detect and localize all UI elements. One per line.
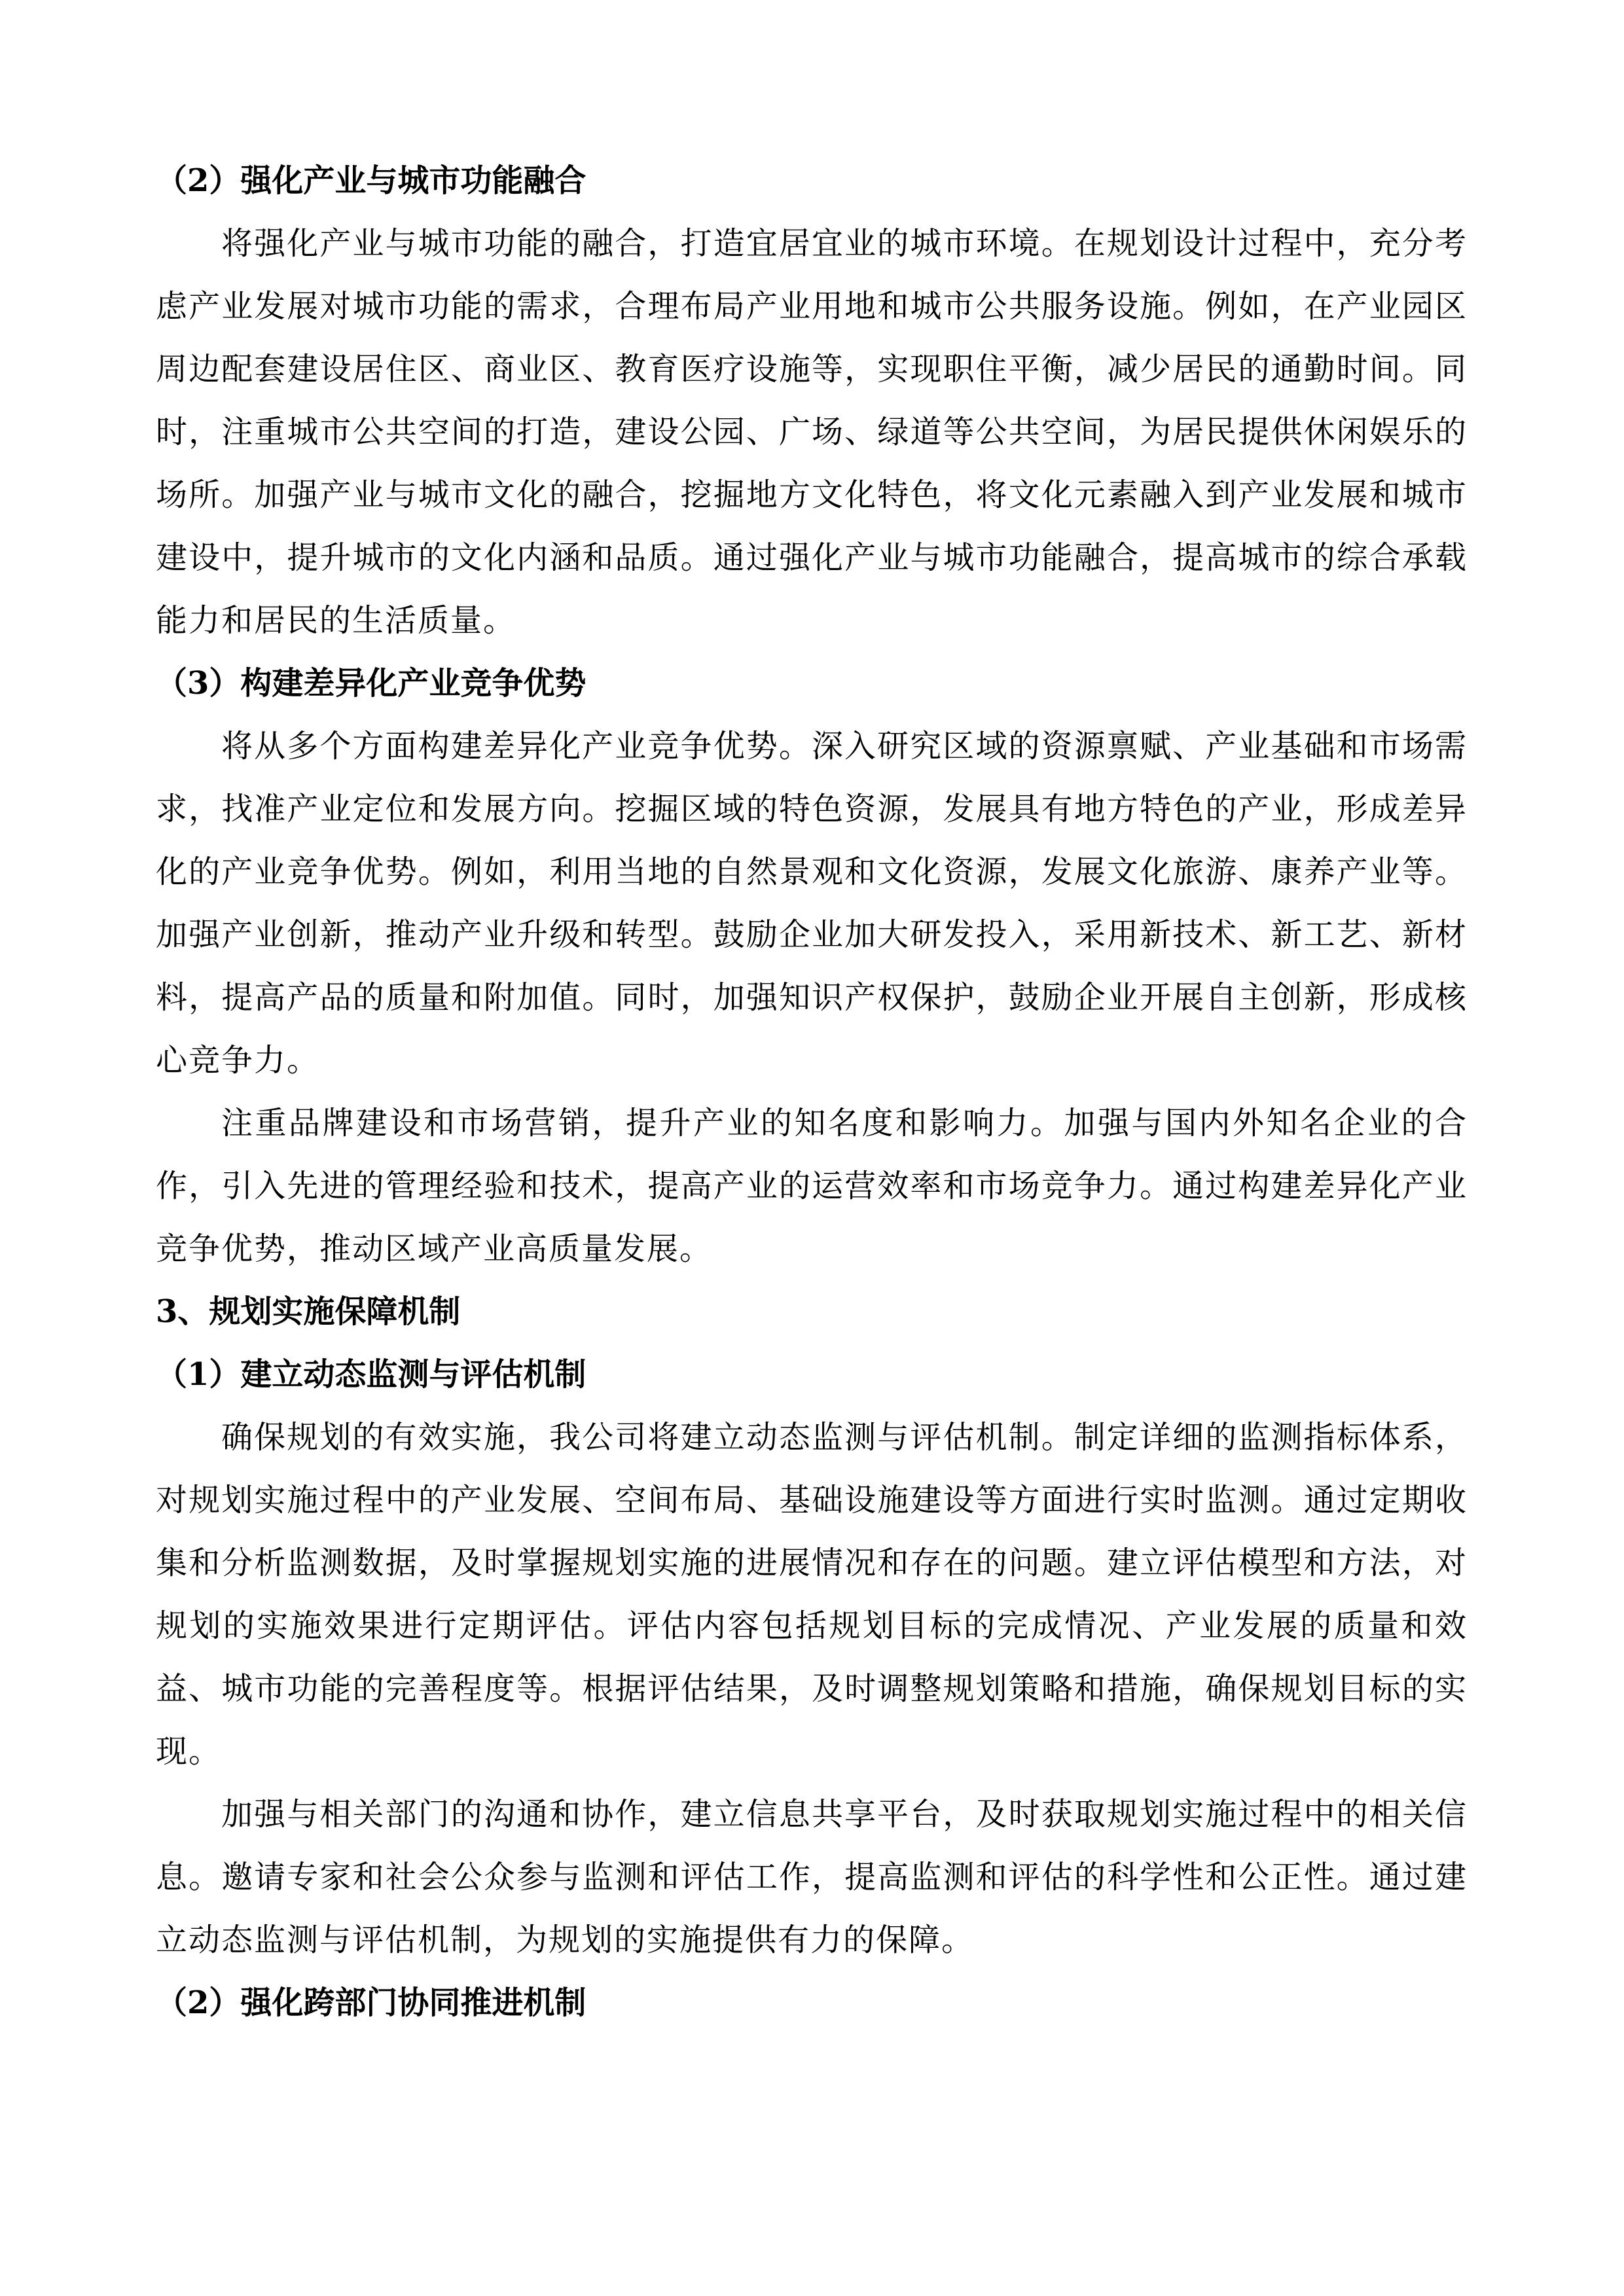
section-heading-dynamic-monitoring: （1）建立动态监测与评估机制 (156, 1356, 586, 1393)
paragraph-brand-building: 注重品牌建设和市场营销，提升产业的知名度和影响力。加强与国内外知名企业的合作，引入先进的管理经验和技术，提高产业的运营效率和市场竞争力。通过构建差异化产业竞争优势，推动区域产业高质量发展。 (156, 1105, 1468, 1267)
section-heading-implementation-guarantee: 3、规划实施保障机制 (156, 1293, 461, 1330)
document-page (156, 149, 1468, 2034)
paragraph-differentiated-advantage: 将从多个方面构建差异化产业竞争优势。深入研究区域的资源禀赋、产业基础和市场需求，找准产业定位和发展方向。挖掘区域的特色资源，发展具有地方特色的产业，形成差异化的产业竞争优势。例如，利用当地的自然景观和文化资源，发展文化旅游、康养产业等。加强产业创新，推动产业升级和转型。鼓励企业加大研发投入，采用新技术、新工艺、新材料，提高产品的质量和附加值。同时，加强知识产权保护，鼓励企业开展自主创新，形成核心竞争力。 (156, 728, 1468, 1079)
paragraph-industry-city-integration: 将强化产业与城市功能的融合，打造宜居宜业的城市环境。在规划设计过程中，充分考虑产业发展对城市功能的需求，合理布局产业用地和城市公共服务设施。例如，在产业园区周边配套建设居住区、商业区、教育医疗设施等，实现职住平衡，减少居民的通勤时间。同时，注重城市公共空间的打造，建设公园、广场、绿道等公共空间，为居民提供休闲娱乐的场所。加强产业与城市文化的融合，挖掘地方文化特色，将文化元素融入到产业发展和城市建设中，提升城市的文化内涵和品质。通过强化产业与城市功能融合，提高城市的综合承载能力和居民的生活质量。 (156, 225, 1468, 639)
section-heading-industry-city-integration: （2）强化产业与城市功能融合 (156, 162, 586, 199)
section-heading-differentiated-advantage: （3）构建差异化产业竞争优势 (156, 665, 586, 702)
paragraph-dynamic-monitoring: 确保规划的有效实施，我公司将建立动态监测与评估机制。制定详细的监测指标体系，对规划实施过程中的产业发展、空间布局、基础设施建设等方面进行实时监测。通过定期收集和分析监测数据，及时掌握规划实施的进展情况和存在的问题。建立评估模型和方法，对规划的实施效果进行定期评估。评估内容包括规划目标的完成情况、产业发展的质量和效益、城市功能的完善程度等。根据评估结果，及时调整规划策略和措施，确保规划目标的实现。 (156, 1419, 1468, 1770)
section-heading-cross-department-coordination: （2）强化跨部门协同推进机制 (156, 1984, 586, 2021)
paragraph-department-communication: 加强与相关部门的沟通和协作，建立信息共享平台，及时获取规划实施过程中的相关信息。邀请专家和社会公众参与监测和评估工作，提高监测和评估的科学性和公正性。通过建立动态监测与评估机制，为规划的实施提供有力的保障。 (156, 1796, 1468, 1958)
